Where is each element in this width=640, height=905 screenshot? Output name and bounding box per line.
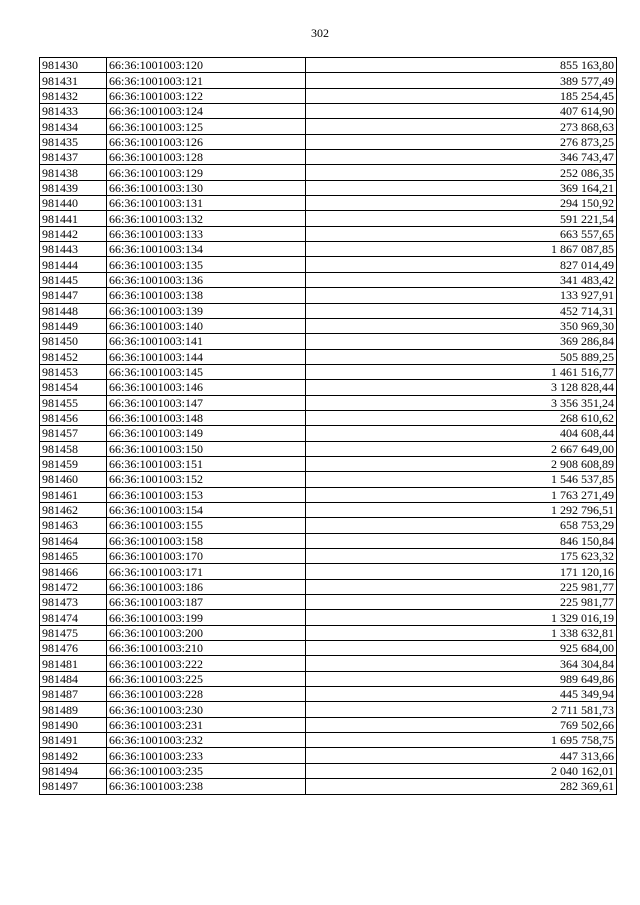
- row-id-cell: 981492: [40, 748, 107, 763]
- row-id-cell: 981459: [40, 456, 107, 471]
- table-row: [40, 165, 617, 180]
- cadastral-number-cell: 66:36:1001003:231: [107, 717, 306, 732]
- cadastral-value-cell: 282 369,61: [306, 779, 617, 794]
- row-id-cell: 981450: [40, 334, 107, 349]
- row-id-cell: 981497: [40, 779, 107, 794]
- cadastral-value-cell: 350 969,30: [306, 318, 617, 333]
- cadastral-value-cell: 591 221,54: [306, 211, 617, 226]
- cadastral-value-cell: 445 349,94: [306, 687, 617, 702]
- table-row: [40, 318, 617, 333]
- table-row: [40, 518, 617, 533]
- cadastral-number-cell: 66:36:1001003:122: [107, 88, 306, 103]
- cadastral-number-cell: 66:36:1001003:232: [107, 733, 306, 748]
- row-id-cell: 981473: [40, 595, 107, 610]
- table-row: [40, 687, 617, 702]
- cadastral-number-cell: 66:36:1001003:146: [107, 380, 306, 395]
- cadastral-value-table: [39, 57, 617, 795]
- row-id-cell: 981464: [40, 533, 107, 548]
- cadastral-value-cell: 663 557,65: [306, 226, 617, 241]
- cadastral-value-cell: 989 649,86: [306, 671, 617, 686]
- cadastral-number-cell: 66:36:1001003:228: [107, 687, 306, 702]
- table-row: [40, 656, 617, 671]
- row-id-cell: 981432: [40, 88, 107, 103]
- table-row: [40, 595, 617, 610]
- cadastral-number-cell: 66:36:1001003:145: [107, 364, 306, 379]
- table-row: [40, 196, 617, 211]
- row-id-cell: 981463: [40, 518, 107, 533]
- table-row: [40, 641, 617, 656]
- cadastral-value-cell: 2 908 608,89: [306, 456, 617, 471]
- table-row: [40, 211, 617, 226]
- table-row: [40, 380, 617, 395]
- cadastral-value-cell: 369 164,21: [306, 180, 617, 195]
- cadastral-value-cell: 369 286,84: [306, 334, 617, 349]
- table-row: [40, 150, 617, 165]
- cadastral-value-cell: 294 150,92: [306, 196, 617, 211]
- cadastral-number-cell: 66:36:1001003:155: [107, 518, 306, 533]
- table-row: [40, 625, 617, 640]
- table-row: [40, 717, 617, 732]
- row-id-cell: 981472: [40, 579, 107, 594]
- table-row: [40, 104, 617, 119]
- cadastral-number-cell: 66:36:1001003:151: [107, 456, 306, 471]
- cadastral-value-cell: 364 304,84: [306, 656, 617, 671]
- cadastral-number-cell: 66:36:1001003:139: [107, 303, 306, 318]
- cadastral-value-cell: 346 743,47: [306, 150, 617, 165]
- cadastral-number-cell: 66:36:1001003:149: [107, 426, 306, 441]
- cadastral-number-cell: 66:36:1001003:233: [107, 748, 306, 763]
- cadastral-value-cell: 2 040 162,01: [306, 763, 617, 778]
- row-id-cell: 981449: [40, 318, 107, 333]
- cadastral-value-cell: 225 981,77: [306, 579, 617, 594]
- cadastral-number-cell: 66:36:1001003:136: [107, 272, 306, 287]
- cadastral-value-cell: 855 163,80: [306, 58, 617, 73]
- table-row: [40, 288, 617, 303]
- row-id-cell: 981453: [40, 364, 107, 379]
- table-row: [40, 763, 617, 778]
- table-row: [40, 671, 617, 686]
- table-row: [40, 364, 617, 379]
- cadastral-number-cell: 66:36:1001003:153: [107, 487, 306, 502]
- cadastral-value-cell: 925 684,00: [306, 641, 617, 656]
- cadastral-value-cell: 2 667 649,00: [306, 441, 617, 456]
- cadastral-number-cell: 66:36:1001003:154: [107, 502, 306, 517]
- table-row: [40, 272, 617, 287]
- row-id-cell: 981456: [40, 410, 107, 425]
- table-row: [40, 226, 617, 241]
- table-row: [40, 702, 617, 717]
- cadastral-value-cell: 3 356 351,24: [306, 395, 617, 410]
- row-id-cell: 981452: [40, 349, 107, 364]
- cadastral-number-cell: 66:36:1001003:124: [107, 104, 306, 119]
- cadastral-value-cell: 658 753,29: [306, 518, 617, 533]
- table-row: [40, 733, 617, 748]
- cadastral-value-cell: 225 981,77: [306, 595, 617, 610]
- row-id-cell: 981462: [40, 502, 107, 517]
- cadastral-number-cell: 66:36:1001003:235: [107, 763, 306, 778]
- cadastral-value-cell: 846 150,84: [306, 533, 617, 548]
- cadastral-number-cell: 66:36:1001003:138: [107, 288, 306, 303]
- cadastral-number-cell: 66:36:1001003:134: [107, 242, 306, 257]
- row-id-cell: 981448: [40, 303, 107, 318]
- table-row: [40, 549, 617, 564]
- table-row: [40, 349, 617, 364]
- row-id-cell: 981443: [40, 242, 107, 257]
- table-row: [40, 456, 617, 471]
- table-row: [40, 779, 617, 794]
- row-id-cell: 981494: [40, 763, 107, 778]
- cadastral-number-cell: 66:36:1001003:170: [107, 549, 306, 564]
- row-id-cell: 981454: [40, 380, 107, 395]
- cadastral-value-cell: 1 695 758,75: [306, 733, 617, 748]
- cadastral-number-cell: 66:36:1001003:210: [107, 641, 306, 656]
- cadastral-number-cell: 66:36:1001003:147: [107, 395, 306, 410]
- row-id-cell: 981490: [40, 717, 107, 732]
- row-id-cell: 981476: [40, 641, 107, 656]
- cadastral-value-cell: 133 927,91: [306, 288, 617, 303]
- cadastral-number-cell: 66:36:1001003:152: [107, 472, 306, 487]
- cadastral-number-cell: 66:36:1001003:222: [107, 656, 306, 671]
- row-id-cell: 981438: [40, 165, 107, 180]
- table-row: [40, 579, 617, 594]
- cadastral-number-cell: 66:36:1001003:131: [107, 196, 306, 211]
- table-row: [40, 472, 617, 487]
- row-id-cell: 981434: [40, 119, 107, 134]
- cadastral-number-cell: 66:36:1001003:128: [107, 150, 306, 165]
- cadastral-value-cell: 3 128 828,44: [306, 380, 617, 395]
- cadastral-number-cell: 66:36:1001003:200: [107, 625, 306, 640]
- cadastral-number-cell: 66:36:1001003:121: [107, 73, 306, 88]
- cadastral-number-cell: 66:36:1001003:135: [107, 257, 306, 272]
- cadastral-value-cell: 175 623,32: [306, 549, 617, 564]
- row-id-cell: 981441: [40, 211, 107, 226]
- table-row: [40, 134, 617, 149]
- row-id-cell: 981442: [40, 226, 107, 241]
- cadastral-value-cell: 452 714,31: [306, 303, 617, 318]
- cadastral-number-cell: 66:36:1001003:125: [107, 119, 306, 134]
- cadastral-number-cell: 66:36:1001003:187: [107, 595, 306, 610]
- table-row: [40, 73, 617, 88]
- cadastral-value-cell: 404 608,44: [306, 426, 617, 441]
- cadastral-number-cell: 66:36:1001003:129: [107, 165, 306, 180]
- cadastral-number-cell: 66:36:1001003:230: [107, 702, 306, 717]
- cadastral-value-cell: 252 086,35: [306, 165, 617, 180]
- cadastral-value-cell: 2 711 581,73: [306, 702, 617, 717]
- cadastral-number-cell: 66:36:1001003:130: [107, 180, 306, 195]
- cadastral-value-cell: 276 873,25: [306, 134, 617, 149]
- row-id-cell: 981440: [40, 196, 107, 211]
- cadastral-value-cell: 268 610,62: [306, 410, 617, 425]
- row-id-cell: 981491: [40, 733, 107, 748]
- cadastral-number-cell: 66:36:1001003:238: [107, 779, 306, 794]
- table-row: [40, 564, 617, 579]
- row-id-cell: 981433: [40, 104, 107, 119]
- cadastral-value-cell: 171 120,16: [306, 564, 617, 579]
- row-id-cell: 981465: [40, 549, 107, 564]
- cadastral-value-cell: 505 889,25: [306, 349, 617, 364]
- cadastral-number-cell: 66:36:1001003:120: [107, 58, 306, 73]
- row-id-cell: 981439: [40, 180, 107, 195]
- table-row: [40, 533, 617, 548]
- cadastral-value-cell: 389 577,49: [306, 73, 617, 88]
- cadastral-value-cell: 273 868,63: [306, 119, 617, 134]
- cadastral-value-cell: 1 292 796,51: [306, 502, 617, 517]
- table-row: [40, 426, 617, 441]
- row-id-cell: 981461: [40, 487, 107, 502]
- row-id-cell: 981466: [40, 564, 107, 579]
- row-id-cell: 981460: [40, 472, 107, 487]
- row-id-cell: 981487: [40, 687, 107, 702]
- cadastral-number-cell: 66:36:1001003:140: [107, 318, 306, 333]
- cadastral-value-cell: 827 014,49: [306, 257, 617, 272]
- cadastral-number-cell: 66:36:1001003:133: [107, 226, 306, 241]
- cadastral-value-cell: 1 329 016,19: [306, 610, 617, 625]
- cadastral-value-cell: 769 502,66: [306, 717, 617, 732]
- table-row: [40, 502, 617, 517]
- table-row: [40, 242, 617, 257]
- table-row: [40, 334, 617, 349]
- row-id-cell: 981489: [40, 702, 107, 717]
- row-id-cell: 981474: [40, 610, 107, 625]
- cadastral-value-cell: 1 867 087,85: [306, 242, 617, 257]
- cadastral-number-cell: 66:36:1001003:132: [107, 211, 306, 226]
- row-id-cell: 981444: [40, 257, 107, 272]
- row-id-cell: 981455: [40, 395, 107, 410]
- cadastral-value-cell: 1 546 537,85: [306, 472, 617, 487]
- table-row: [40, 180, 617, 195]
- row-id-cell: 981481: [40, 656, 107, 671]
- table-row: [40, 748, 617, 763]
- page-number: 302: [311, 26, 329, 40]
- cadastral-number-cell: 66:36:1001003:126: [107, 134, 306, 149]
- cadastral-value-cell: 1 338 632,81: [306, 625, 617, 640]
- row-id-cell: 981447: [40, 288, 107, 303]
- row-id-cell: 981431: [40, 73, 107, 88]
- cadastral-number-cell: 66:36:1001003:144: [107, 349, 306, 364]
- cadastral-value-cell: 185 254,45: [306, 88, 617, 103]
- row-id-cell: 981445: [40, 272, 107, 287]
- table-row: [40, 58, 617, 73]
- row-id-cell: 981435: [40, 134, 107, 149]
- row-id-cell: 981475: [40, 625, 107, 640]
- table-row: [40, 441, 617, 456]
- table-row: [40, 395, 617, 410]
- cadastral-number-cell: 66:36:1001003:158: [107, 533, 306, 548]
- row-id-cell: 981458: [40, 441, 107, 456]
- table-row: [40, 610, 617, 625]
- cadastral-number-cell: 66:36:1001003:225: [107, 671, 306, 686]
- cadastral-number-cell: 66:36:1001003:148: [107, 410, 306, 425]
- row-id-cell: 981430: [40, 58, 107, 73]
- table-row: [40, 88, 617, 103]
- cadastral-value-cell: 341 483,42: [306, 272, 617, 287]
- cadastral-value-cell: 447 313,66: [306, 748, 617, 763]
- row-id-cell: 981484: [40, 671, 107, 686]
- cadastral-number-cell: 66:36:1001003:186: [107, 579, 306, 594]
- table-row: [40, 410, 617, 425]
- cadastral-value-cell: 1 763 271,49: [306, 487, 617, 502]
- table-row: [40, 257, 617, 272]
- table-body: [40, 58, 617, 795]
- row-id-cell: 981457: [40, 426, 107, 441]
- cadastral-number-cell: 66:36:1001003:150: [107, 441, 306, 456]
- table-row: [40, 119, 617, 134]
- cadastral-value-cell: 1 461 516,77: [306, 364, 617, 379]
- row-id-cell: 981437: [40, 150, 107, 165]
- table-row: [40, 487, 617, 502]
- cadastral-value-cell: 407 614,90: [306, 104, 617, 119]
- cadastral-number-cell: 66:36:1001003:141: [107, 334, 306, 349]
- cadastral-number-cell: 66:36:1001003:199: [107, 610, 306, 625]
- cadastral-number-cell: 66:36:1001003:171: [107, 564, 306, 579]
- table-row: [40, 303, 617, 318]
